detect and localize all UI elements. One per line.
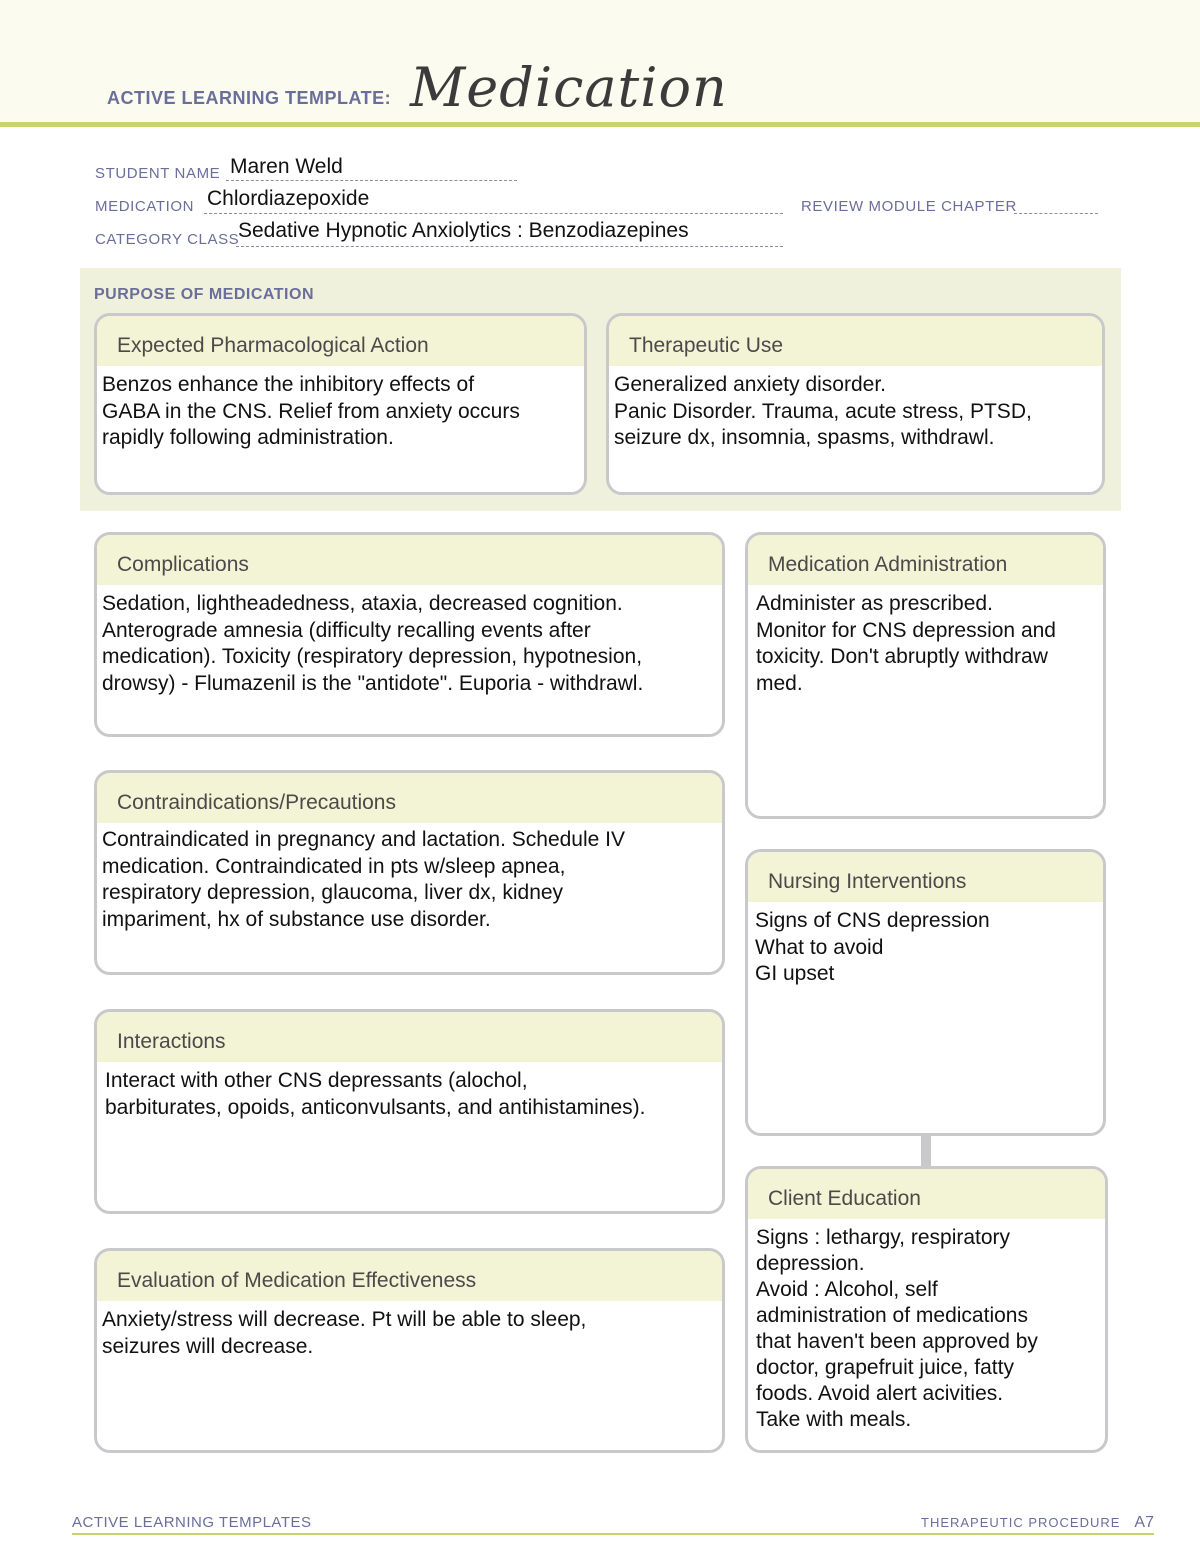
contraindications-body[interactable]: Contraindicated in pregnancy and lactation. Schedule IV medication. Contraindicated in pts w/sleep apnea, respiratory depression, glaucoma, liver dx, kidney impariment, hx of substance use disorder. [102, 828, 626, 931]
contraindications-heading: Contraindications/Precautions [97, 773, 722, 823]
footer-procedure-label: THERAPEUTIC PROCEDURE [921, 1515, 1121, 1530]
complications-card [94, 532, 725, 737]
therapeutic-use-card [606, 313, 1105, 495]
medication-label: MEDICATION [95, 198, 195, 215]
nursing-interventions-heading: Nursing Interventions [748, 852, 1103, 902]
student-name-field[interactable]: Maren Weld [230, 155, 343, 178]
evaluation-card [94, 1248, 725, 1453]
evaluation-body[interactable]: Anxiety/stress will decrease. Pt will be able to sleep, seizures will decrease. [102, 1308, 587, 1358]
page-number: A7 [1134, 1514, 1154, 1531]
purpose-title: PURPOSE OF MEDICATION [94, 286, 314, 303]
medication-administration-body[interactable]: Administer as prescribed. Monitor for CNS depression and toxicity. Don't abruptly withdraw med. [756, 592, 1056, 695]
category-class-label: CATEGORY CLASS [95, 231, 240, 248]
medication-administration-card [745, 532, 1106, 819]
therapeutic-use-heading: Therapeutic Use [609, 316, 1102, 366]
interactions-body[interactable]: Interact with other CNS depressants (alochol, barbiturates, opoids, anticonvulsants, and antihistamines). [105, 1069, 646, 1119]
student-name-line [226, 180, 517, 181]
complications-body[interactable]: Sedation, lightheadedness, ataxia, decreased cognition. Anterograde amnesia (difficulty recalling events after medication). Toxicity (respiratory depression, hypotnesion, drowsy) - Flumazenil is the "antidote". Euporia - withdrawl. [102, 592, 644, 695]
footer-rule [72, 1533, 1154, 1535]
expected-action-heading: Expected Pharmacological Action [97, 316, 584, 366]
student-name-label: STUDENT NAME [95, 165, 221, 182]
interactions-card [94, 1009, 725, 1214]
template-title: Medication [410, 56, 728, 119]
medication-line [204, 213, 783, 214]
header-rule [0, 122, 1200, 127]
review-module-label: REVIEW MODULE CHAPTER [801, 198, 1017, 215]
nursing-interventions-card [745, 849, 1106, 1136]
client-education-body[interactable]: Signs : lethargy, respiratory depression. Avoid : Alcohol, self administration of medications that haven't been approved by doctor, grapefruit juice, fatty foods. Avoid alert acivities. Take with meals. [756, 1226, 1038, 1431]
medication-field[interactable]: Chlordiazepoxide [207, 187, 370, 210]
contraindications-card [94, 770, 725, 975]
client-education-heading: Client Education [748, 1169, 1105, 1219]
evaluation-heading: Evaluation of Medication Effectiveness [97, 1251, 722, 1301]
expected-action-body[interactable]: Benzos enhance the inhibitory effects of GABA in the CNS. Relief from anxiety occurs rapidly following administration. [102, 373, 520, 449]
nursing-interventions-body[interactable]: Signs of CNS depression What to avoid GI upset [755, 909, 990, 985]
footer-left-label: ACTIVE LEARNING TEMPLATES [72, 1514, 312, 1531]
footer-right-label [921, 1514, 1154, 1532]
review-module-line [1014, 213, 1098, 214]
complications-heading: Complications [97, 535, 722, 585]
therapeutic-use-body[interactable]: Generalized anxiety disorder. Panic Disorder. Trauma, acute stress, PTSD, seizure dx, insomnia, spasms, withdrawl. [614, 373, 1032, 449]
client-education-card [745, 1166, 1108, 1453]
interactions-heading: Interactions [97, 1012, 722, 1062]
template-label: ACTIVE LEARNING TEMPLATE: [107, 88, 392, 108]
connector-bar [921, 1136, 931, 1166]
expected-action-card [94, 313, 587, 495]
medication-administration-heading: Medication Administration [748, 535, 1103, 585]
category-class-line [236, 246, 783, 247]
category-class-field[interactable]: Sedative Hypnotic Anxiolytics : Benzodiazepines [238, 219, 689, 242]
